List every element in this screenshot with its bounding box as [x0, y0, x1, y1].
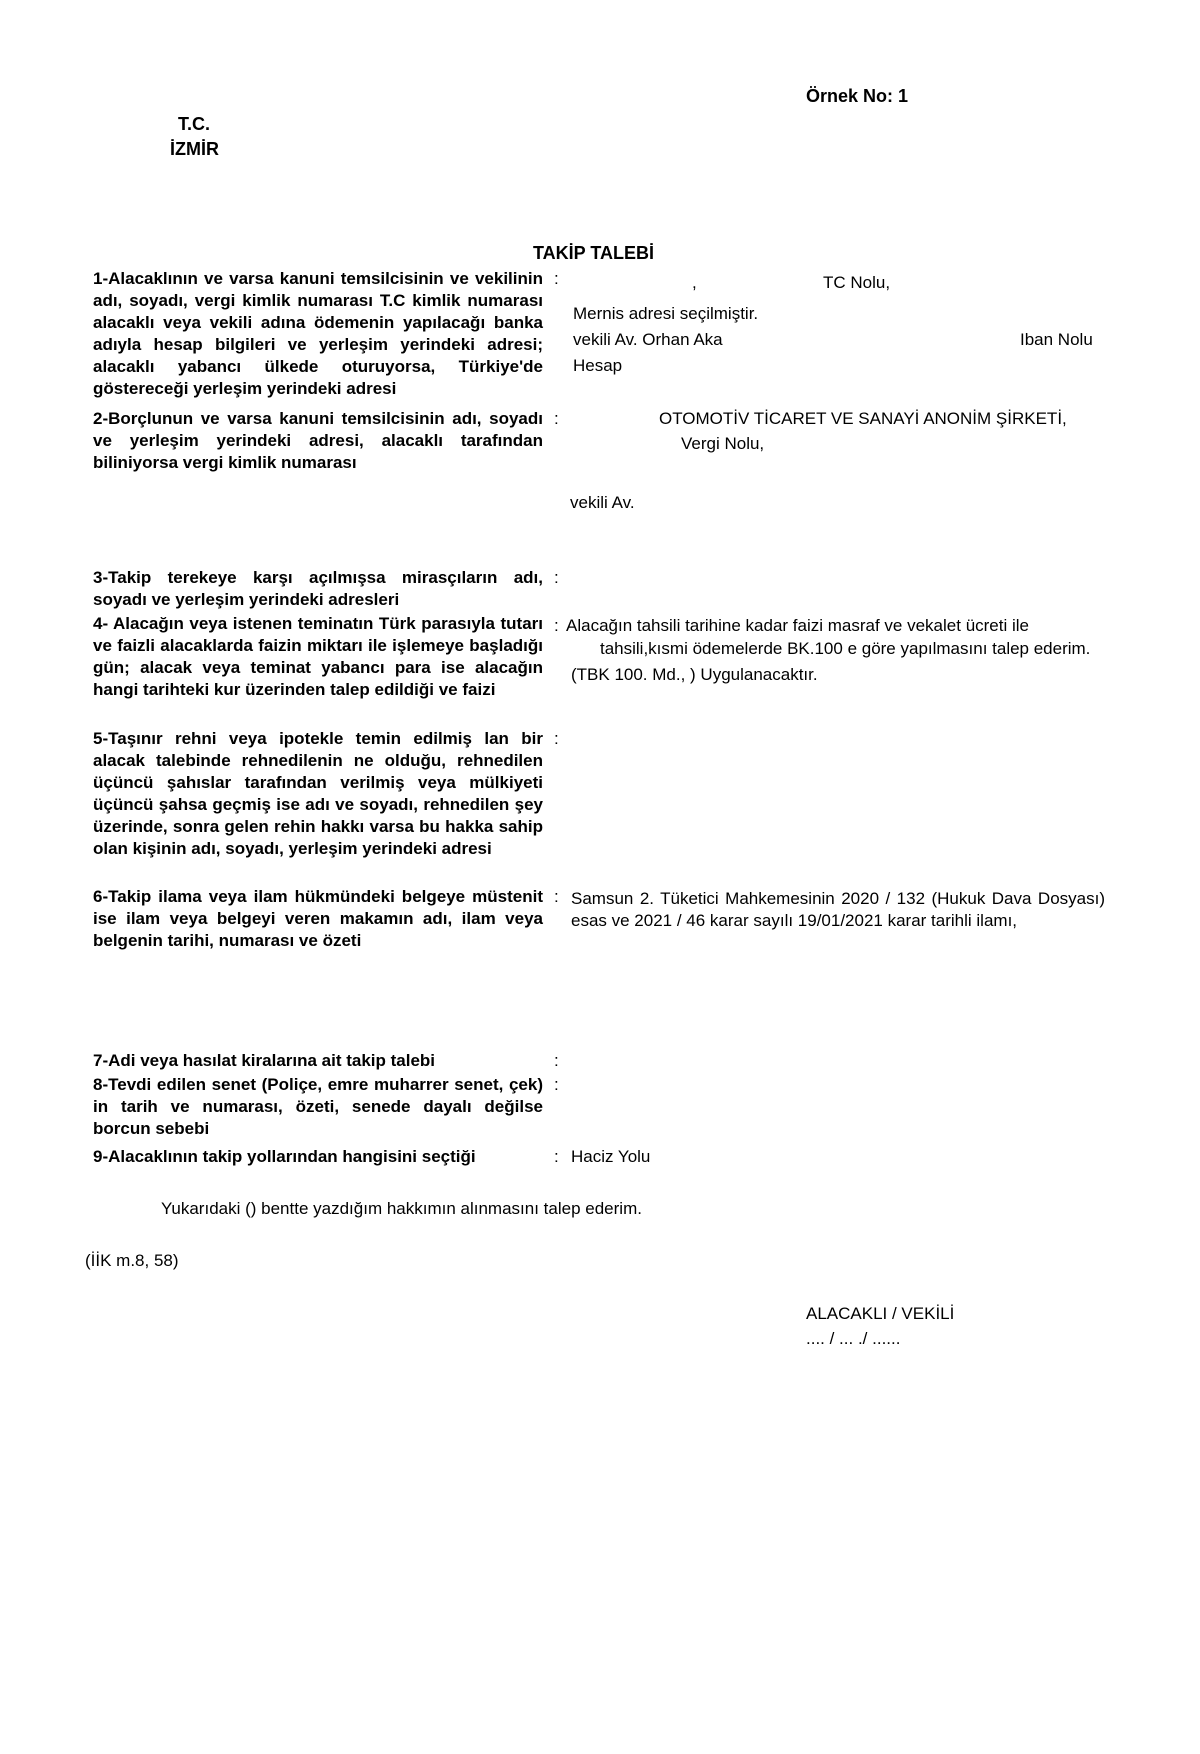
creditor-attorney: vekili Av. Orhan Aka [573, 330, 723, 349]
section-5-colon: : [554, 729, 559, 748]
section-4-colon: : [554, 616, 559, 635]
section-2-colon: : [554, 409, 559, 428]
debtor-company-name: OTOMOTİV TİCARET VE SANAYİ ANONİM ŞİRKETİ, [659, 409, 1067, 428]
debtor-tax-number: Vergi Nolu, [681, 434, 765, 453]
section-4-interest-line-1: Alacağın tahsili tarihine kadar faizi masraf ve vekalet ücreti ile [566, 616, 1029, 635]
section-4-label: 4- Alacağın veya istenen teminatın Türk parasıyla tutarı ve faizli alacaklarda faizin miktarı ile işlemeye başladığı gün; alacak veya teminat yabancı para ise alacağın hangi tarihteki kur üzerinden talep edildiği ve faizi [93, 614, 543, 699]
section-6-label: 6-Takip ilama veya ilam hükmündeki belgeye müstenit ise ilam veya belgeyi veren makamın adı, ilam veya belgenin tarihi, numarası ve özeti [93, 887, 543, 950]
section-6-court-decision: Samsun 2. Tüketici Mahkemesinin 2020 / 132 (Hukuk Dava Dosyası) esas ve 2021 / 46 karar sayılı 19/01/2021 karar tarihli ilamı, [571, 889, 1105, 930]
request-statement: Yukarıdaki () bentte yazdığım hakkımın alınmasını talep ederim. [161, 1199, 642, 1218]
section-5-label: 5-Taşınır rehni veya ipotekle temin edilmiş lan bir alacak talebinde rehnedilenin ne olduğu, rehnedilen üçüncü şahıslar tarafından verilmiş veya mülkiyeti üçüncü şahsa geçmiş ise adı ve soyadı, rehnedilen şey üzerinde, sonra gelen rehin hakkı varsa bu hakka sahip olan kişinin adı, soyadı, yerleşim yerindeki adresi [93, 729, 543, 858]
document-title: TAKİP TALEBİ [533, 243, 654, 263]
section-4-interest-line-2: tahsili,kısmi ödemelerde BK.100 e göre yapılmasını talep ederim. [600, 639, 1091, 658]
city-name: İZMİR [170, 139, 219, 159]
section-9-colon: : [554, 1147, 559, 1166]
creditor-tc-number: TC Nolu, [823, 273, 891, 292]
section-9-label: 9-Alacaklının takip yollarından hangisini seçtiği [93, 1147, 476, 1166]
section-1-label: 1-Alacaklının ve varsa kanuni temsilcisinin ve vekilinin adı, soyadı, vergi kimlik numarası T.C kimlik numarası alacaklı veya vekili adına ödemenin yapılacağı banka adıyla hesap bilgileri ve yerleşim yerindeki adresi; alacaklı yabancı ülkede oturuyorsa, Türkiye'de göstereceği yerleşim yerindeki adresi [93, 269, 543, 398]
section-7-label: 7-Adi veya hasılat kiralarına ait takip talebi [93, 1051, 436, 1070]
signer-title: ALACAKLI / VEKİLİ [806, 1304, 955, 1323]
creditor-name-comma: , [692, 273, 697, 292]
section-9-collection-method: Haciz Yolu [571, 1147, 651, 1166]
debtor-attorney: vekili Av. [570, 493, 635, 512]
creditor-account: Hesap [573, 356, 623, 375]
section-8-label: 8-Tevdi edilen senet (Poliçe, emre muharrer senet, çek) in tarih ve numarası, özeti, senede dayalı değilse borcun sebebi [93, 1075, 543, 1138]
section-3-colon: : [554, 568, 559, 587]
legal-reference: (İİK m.8, 58) [85, 1251, 179, 1270]
section-3-label: 3-Takip terekeye karşı açılmışsa mirasçıların adı, soyadı ve yerleşim yerindeki adresleri [93, 568, 543, 609]
republic-abbrev: T.C. [178, 114, 211, 134]
signature-date: .... / ... ./ ...... [806, 1329, 901, 1348]
section-4-interest-line-3: (TBK 100. Md., ) Uygulanacaktır. [571, 665, 818, 684]
creditor-mernis-address: Mernis adresi seçilmiştir. [573, 304, 759, 323]
section-7-colon: : [554, 1051, 559, 1070]
creditor-iban: Iban Nolu [1020, 330, 1093, 349]
example-number: Örnek No: 1 [806, 86, 909, 106]
section-2-label: 2-Borçlunun ve varsa kanuni temsilcisinin adı, soyadı ve yerleşim yerindeki adresi, alacaklı tarafından biliniyorsa vergi kimlik numarası [93, 409, 543, 472]
section-1-colon: : [554, 269, 559, 288]
section-6-colon: : [554, 887, 559, 906]
section-8-colon: : [554, 1075, 559, 1094]
